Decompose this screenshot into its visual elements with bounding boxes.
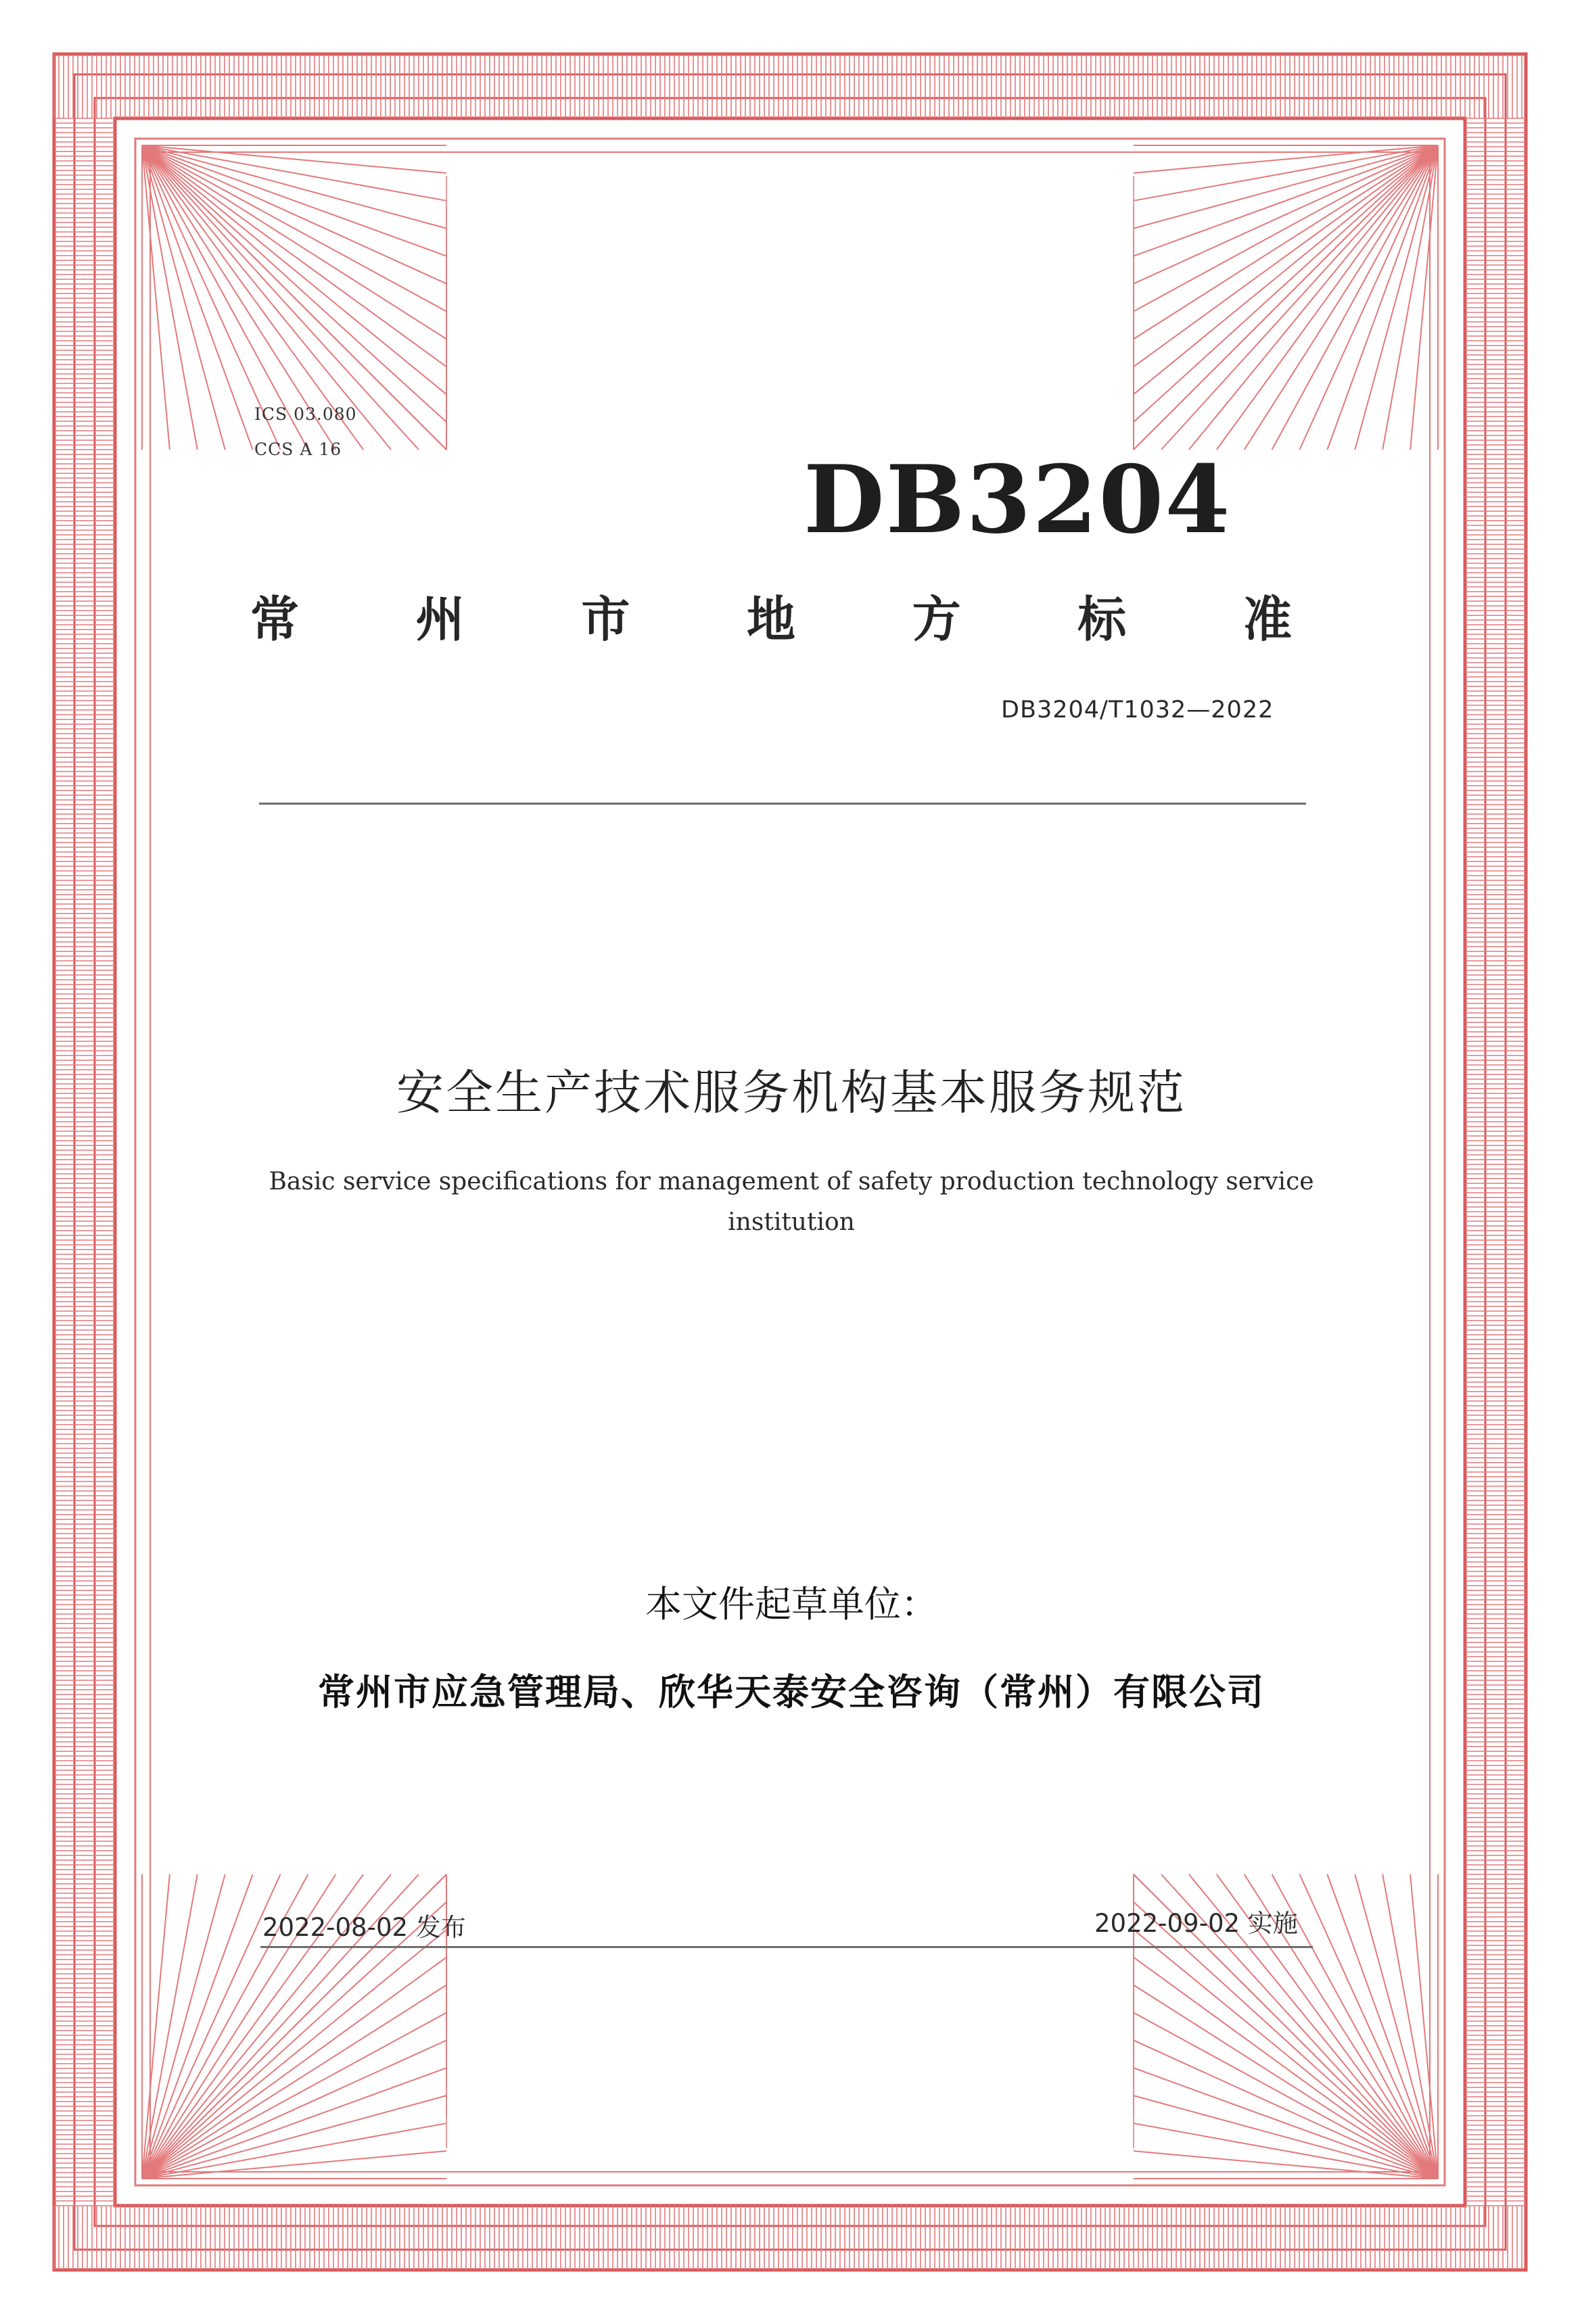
standard-type-title (250, 591, 1292, 648)
corner-fan-line (142, 145, 446, 173)
ccs-code: CCS A 16 (254, 440, 342, 459)
footer-divider (260, 1946, 1313, 1948)
standard-type-char: 准 (1242, 591, 1292, 648)
corner-fan-line (1245, 145, 1438, 450)
corner-fan-line (1134, 145, 1438, 339)
document-title-en (203, 1162, 1380, 1243)
corner-fan-line (1134, 1958, 1438, 2179)
drafter-label: 本文件起草单位： (645, 1583, 937, 1626)
corner-fan-line (142, 2151, 446, 2179)
corner-fan-line (142, 145, 446, 284)
document-title-en-line2: institution (728, 1208, 855, 1236)
standard-type-char: 方 (912, 591, 961, 648)
corner-fan-line (142, 2040, 446, 2179)
corner-fan-line (142, 145, 170, 450)
corner-fan-line (1134, 145, 1438, 201)
document-title-zh: 安全生产技术服务机构基本服务规范 (396, 1065, 1186, 1120)
standard-type-char: 市 (581, 591, 630, 648)
corner-fan-line (1299, 145, 1438, 450)
corner-fan-line (1134, 2040, 1438, 2179)
standard-type-char: 地 (746, 591, 795, 648)
publish-date: 2022-08-02 发布 (262, 1913, 466, 1942)
corner-fan-line (1134, 145, 1438, 450)
document-title-en-line1: Basic service specifications for management of safety production technology service (269, 1168, 1314, 1195)
standard-number: DB3204/T1032—2022 (1001, 696, 1274, 724)
corner-fan-line (142, 145, 446, 201)
drafter-organizations: 常州市应急管理局、欣华天泰安全咨询（常州）有限公司 (318, 1671, 1265, 1713)
corner-fan-line (1410, 1874, 1438, 2179)
corner-fan-line (1217, 145, 1438, 450)
corner-fan-line (142, 1985, 446, 2179)
implement-date: 2022-09-02 实施 (1094, 1909, 1298, 1938)
corner-fan-line (1410, 145, 1438, 450)
ics-code: ICS 03.080 (254, 404, 357, 424)
corner-fan-line (142, 1958, 446, 2179)
corner-fan-line (142, 1874, 281, 2179)
standard-type-char: 常 (250, 591, 300, 648)
corner-fan-line (1134, 145, 1438, 366)
corner-fan-line (1134, 145, 1438, 284)
corner-fan-line (142, 145, 446, 366)
standard-type-char: 州 (415, 591, 465, 648)
corner-fan-line (1134, 2123, 1438, 2179)
corner-fan-line (1134, 1985, 1438, 2179)
standard-code: DB3204 (804, 444, 1232, 554)
corner-fan-line (1134, 2151, 1438, 2179)
header-divider (259, 803, 1306, 805)
corner-fan-line (1134, 145, 1438, 173)
corner-fan-line (142, 145, 446, 339)
corner-fan-line (142, 2123, 446, 2179)
corner-fan-line (1299, 1874, 1438, 2179)
corner-fan-line (142, 1874, 170, 2179)
standard-type-char: 标 (1077, 591, 1127, 648)
